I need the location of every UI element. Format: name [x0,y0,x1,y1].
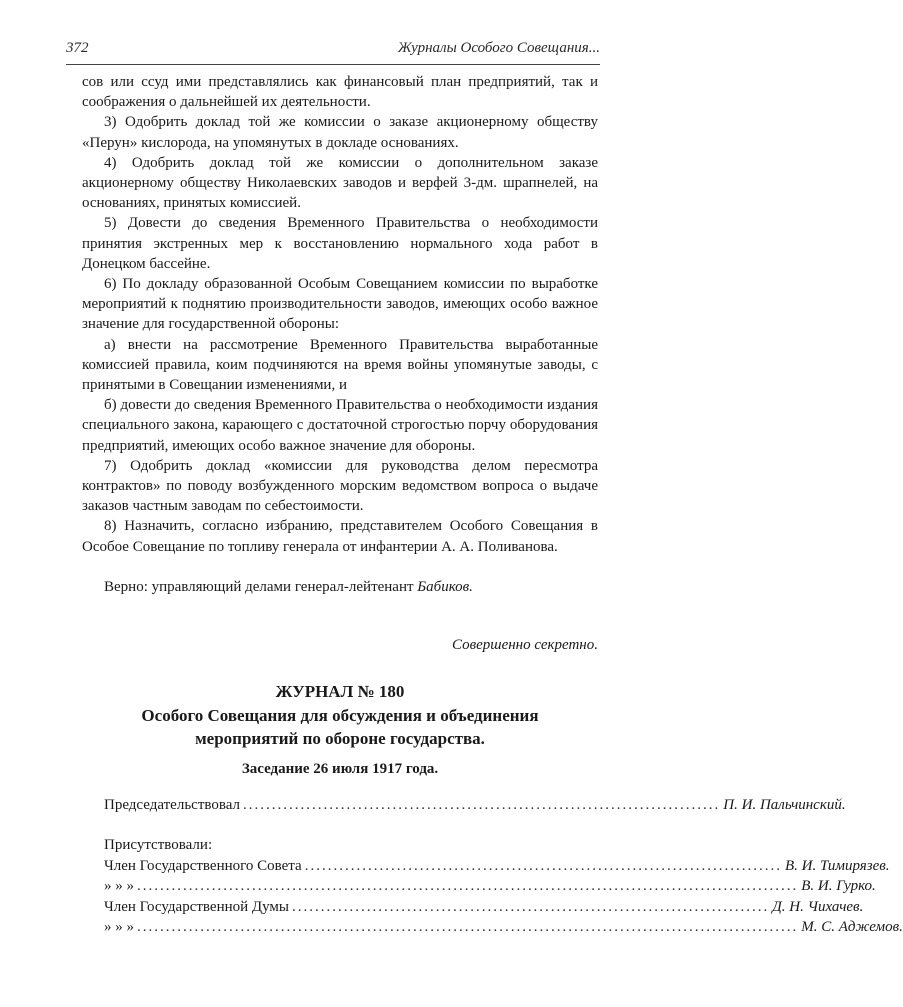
member-row [104,898,864,920]
page-number: 372 [66,40,89,56]
member-role: » » » [104,919,134,935]
paragraph-item-4: 4) Одобрить доклад той же комиссии о дополнительном заказе акционерному обществу Николаевских заводов и верфей 3-дм. шрапнелей, на основаниях, принятых комиссией. [82,154,598,212]
journal-number: ЖУРНАЛ № 180 [275,682,405,701]
leader-dots: ................................................................................................................... [137,878,799,894]
leader-dots: ................................................................................... [292,898,770,915]
member-row [104,919,903,940]
paragraph-continuation: сов или ссуд ими представлялись как финансовый план предприятий, так и соображения о дальнейшей их деятельности. [82,74,598,111]
session-date: Заседание 26 июля 1917 года. [241,761,439,777]
member-role: » » » [104,878,134,894]
member-row [104,878,876,899]
body-text [82,72,598,597]
journal-subtitle-line-1: Особого Совещания для обсуждения и объединения [141,706,539,725]
paragraph-item-7: 7) Одобрить доклад «комиссии для руководства делом пересмотра контрактов» по поводу возбужденного морским ведомством вопроса о выдаче заказов частным заводам по себестоимости. [82,457,598,515]
chair-label: Председательствовал [104,797,241,813]
member-name: В. И. Тимирязев. [784,857,890,874]
attendance-list [104,837,903,940]
paragraph-item-6b: б) довести до сведения Временного Правительства о необходимости издания специального закона, карающего с достаточной строгостью порчу оборудования предприятий, имеющих особо важное значение для обороны. [82,397,598,454]
paragraph-item-6: 6) По докладу образованной Особым Совещанием комиссии по выработке мероприятий к поднятию производительности заводов, имеющих особо важное значение для государственной обороны: [82,276,598,333]
chair-row [104,797,846,818]
member-name: Д. Н. Чихачев. [772,898,864,915]
running-header [66,40,600,57]
present-label: Присутствовали: [104,837,213,853]
member-name: В. И. Гурко. [801,878,876,894]
journal-subtitle-line-2: мероприятий по обороне государства. [195,729,485,748]
paragraph-item-6a: а) внести на рассмотрение Временного Правительства выработанные комиссией правила, коим подчиняются на время войны упомянутые заводы, с принятыми в Совещании изменениями, и [82,336,598,394]
attestation-signer: Бабиков. [417,578,473,595]
leader-dots: ................................................................................... [304,857,782,874]
leader-dots: ................................................................................................................... [137,919,799,935]
running-title: Журналы Особого Совещания... [397,40,600,56]
member-name: М. С. Аджемов. [801,919,903,935]
member-role: Член Государственного Совета [104,857,302,874]
member-role: Член Государственной Думы [104,898,290,915]
paragraph-item-3: 3) Одобрить доклад той же комиссии о заказе акционерному обществу «Перун» кислорода, на упомянутых в докладе основаниях. [82,114,598,151]
leader-dots: ................................................................................... [243,797,721,813]
attestation-text: Верно: управляющий делами генерал-лейтенант [104,578,414,595]
attestation [82,577,598,597]
journal-title [82,680,598,750]
header-rule [66,64,600,65]
paragraph-item-8: 8) Назначить, согласно избранию, представителем Особого Совещания в Особое Совещание по топливу генерала от инфантерии А. А. Поливанова. [82,518,598,555]
classification-mark: Совершенно секретно. [451,637,598,653]
paragraph-item-5: 5) Довести до сведения Временного Правительства о необходимости принятия экстренных мер к восстановлению нормального хода работ в Донецком бассейне. [82,215,598,272]
chair-name: П. И. Пальчинский. [723,797,846,813]
member-row [104,857,890,879]
